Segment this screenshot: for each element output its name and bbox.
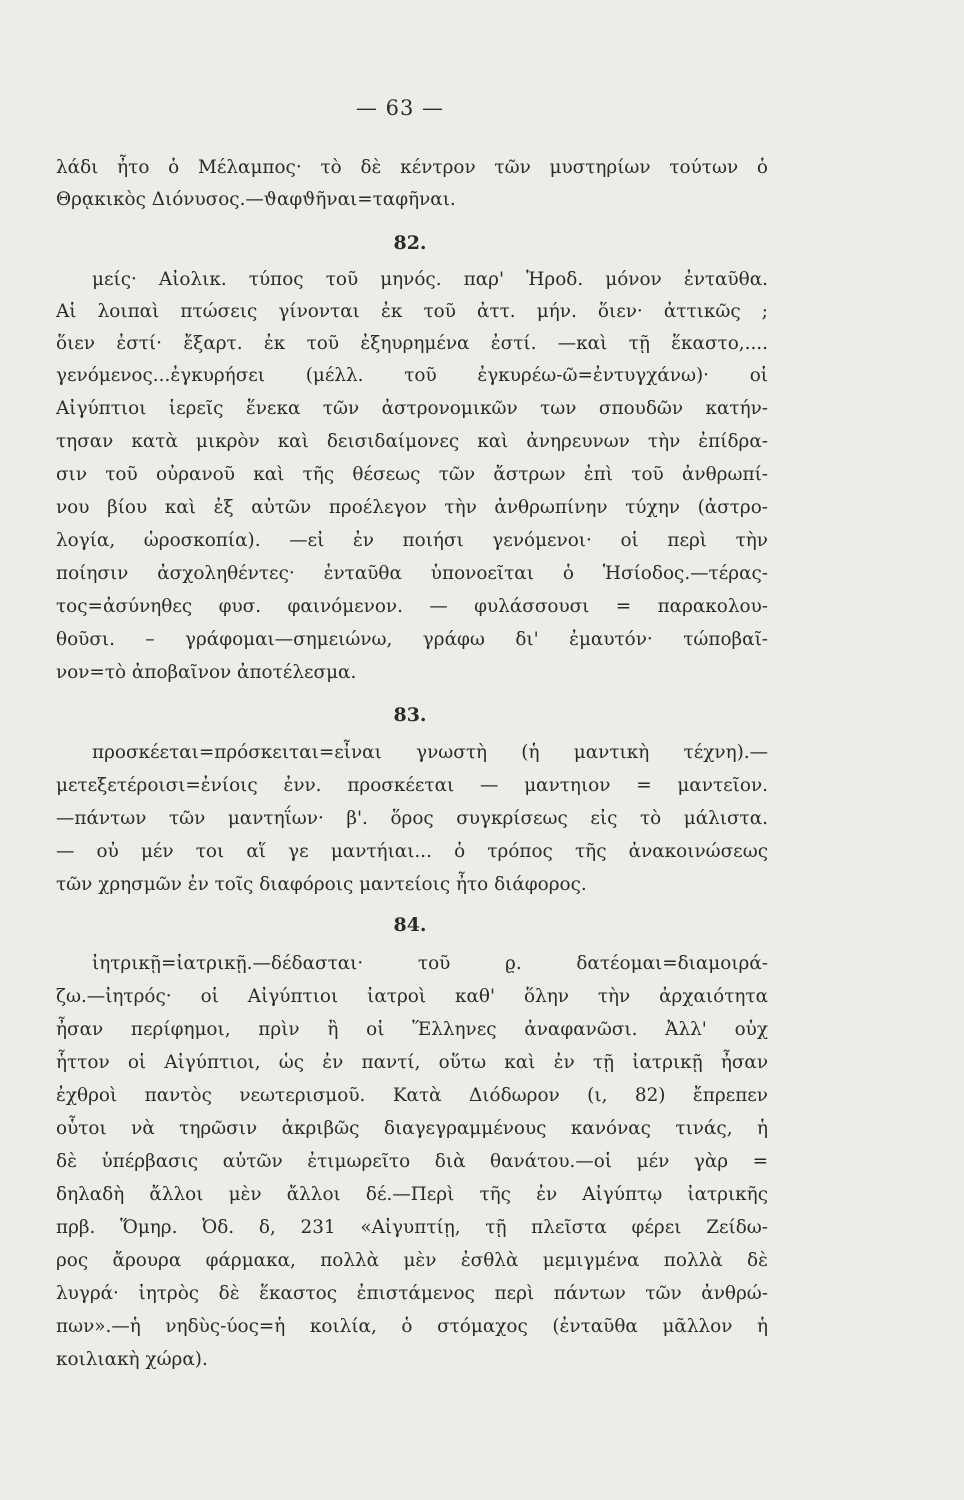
section-number: 82. [393,232,427,254]
text-line: λογία, ὡροσκοπία). —εἰ ἐν ποιήσι γενόμενοι· οἱ περὶ τὴν [56,530,768,551]
text-line: ἰητρικῇ=ἰατρικῇ.—δέδασται· τοῦ ϱ. δατέομαι=διαμοιρά- [92,953,768,974]
text-line: σιν τοῦ οὐρανοῦ καὶ τῆς θέσεως τῶν ἄστρων ἐπὶ τοῦ ἀνθρωπί- [56,464,768,485]
text-line: — οὐ μέν τοι αἵ γε μαντήιαι... ὁ τρόπος τῆς ἀνακοινώσεως [56,841,768,862]
text-line: ποίησιν ἀσχοληθέντες· ἐνταῦθα ὑπονοεῖται ὁ Ἡσίοδος.—τέρας- [56,563,768,584]
text-line: τος=ἀσύνηθες φυσ. φαινόμενον. — φυλάσσουσι = παρακολου- [56,596,768,617]
page-number: — 63 — [355,96,445,120]
text-line: ἧττον οἱ Αἰγύπτιοι, ὡς ἐν παντί, οὕτω καὶ ἐν τῇ ἰατρικῇ ἦσαν [56,1052,768,1073]
section-number: 83. [393,704,427,726]
text-line: δὲ ὑπέρβασις αὐτῶν ἐτιμωρεῖτο διὰ θανάτου.—οἱ μέν γὰρ = [56,1151,768,1172]
text-line: ζω.—ἰητρός· οἱ Αἰγύπτιοι ἰατροὶ καθ' ὅλην τὴν ἀρχαιότητα [56,986,768,1007]
text-line: θοῦσι. – γράφομαι—σημειώνω, γράφω δι' ἐμαυτόν· τώποβαῖ- [56,629,768,650]
text-line: τησαν κατὰ μικρὸν καὶ δεισιδαίμονες καὶ ἀνηρευνων τὴν ἐπίδρα- [56,431,768,452]
text-line: δηλαδὴ ἄλλοι μὲν ἄλλοι δέ.—Περὶ τῆς ἐν Αἰγύπτῳ ἰατρικῆς [56,1184,768,1205]
text-line: προσκέεται=πρόσκειται=εἶναι γνωστὴ (ἡ μαντικὴ τέχνη).— [92,742,768,763]
section-number: 84. [393,914,427,936]
text-line: ὅιεν ἐστί· ἔξαρτ. ἐκ τοῦ ἐξηυρημένα ἐστί. —καὶ τῇ ἕκαστο,.... [56,333,768,354]
text-line: ἦσαν περίφημοι, πρὶν ἢ οἱ Ἕλληνες ἀναφανῶσι. Ἀλλ' οὐχ [56,1019,768,1040]
text-line: Θρᾳκικὸς Διόνυσος.—ϑαφϑῆναι=ταφῆναι. [56,189,456,210]
text-line: —πάντων τῶν μαντηΐων· β'. ὅρος συγκρίσεως εἰς τὸ μάλιστα. [56,808,768,829]
text-line: τῶν χρησμῶν ἐν τοῖς διαφόροις μαντείοις ἦτο διάφορος. [56,874,587,895]
text-line: Αἰγύπτιοι ἱερεῖς ἕνεκα τῶν ἀστρονομικῶν των σπουδῶν κατήν- [56,398,768,419]
text-line: οὗτοι νὰ τηρῶσιν ἀκριβῶς διαγεγραμμένους κανόνας τινάς, ἡ [56,1118,768,1139]
text-line: μετεξετέροισι=ἐνίοις ἐνν. προσκέεται — μαντηιον = μαντεῖον. [56,775,768,796]
text-line: λυγρά· ἰητρὸς δὲ ἕκαστος ἐπιστάμενος περὶ πάντων τῶν ἀνθρώ- [56,1283,768,1304]
text-line: κοιλιακὴ χώρα). [56,1349,208,1370]
text-line: λάδι ἦτο ὁ Μέλαμπος· τὸ δὲ κέντρον τῶν μυστηρίων τούτων ὁ [56,157,768,178]
text-line: ρος ἄρουρα φάρμακα, πολλὰ μὲν ἐσθλὰ μεμιγμένα πολλὰ δὲ [56,1250,768,1271]
text-line: πρβ. Ὅμηρ. Ὀδ. δ, 231 «Αἰγυπτίῃ, τῇ πλεῖστα φέρει Ζείδω- [56,1217,768,1238]
text-line: ἐχθροὶ παντὸς νεωτερισμοῦ. Κατὰ Διόδωρον (ι, 82) ἔπρεπεν [56,1085,768,1106]
text-line: Αἱ λοιπαὶ πτώσεις γίνονται ἐκ τοῦ ἀττ. μήν. ὅιεν· ἀττικῶς ; [56,301,768,322]
text-line: πων».—ἡ νηδὺς-ύος=ἡ κοιλία, ὁ στόμαχος (ἐνταῦθα μᾶλλον ἡ [56,1316,768,1337]
text-line: νου βίου καὶ ἐξ αὐτῶν προέλεγον τὴν ἀνθρωπίνην τύχην (ἀστρο- [56,497,768,518]
text-line: μείς· Αἰολικ. τύπος τοῦ μηνός. παρ' Ἡροδ. μόνον ἐνταῦθα. [92,269,768,290]
text-line: νον=τὸ ἀποβαῖνον ἀποτέλεσμα. [56,662,357,683]
text-line: γενόμενος...ἐγκυρήσει (μέλλ. τοῦ ἐγκυρέω-ῶ=ἐντυγχάνω)· οἱ [56,365,768,386]
